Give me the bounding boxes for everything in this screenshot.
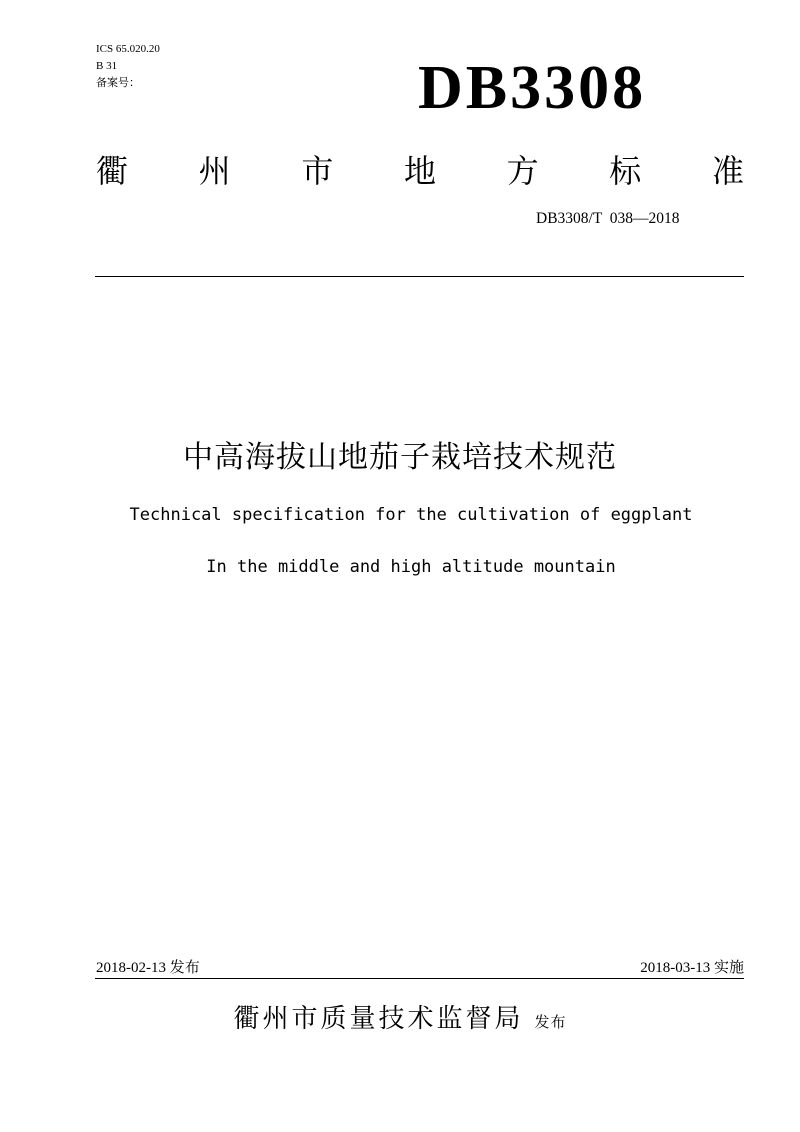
implement-date: [640, 957, 744, 978]
implement-date-label: 实施: [713, 958, 744, 976]
issuing-authority: [0, 1001, 800, 1040]
footer-divider: [95, 978, 744, 979]
standard-type-char: 方: [506, 152, 539, 190]
standard-type-title: [96, 150, 744, 192]
standard-type-char: 衢: [96, 152, 129, 190]
document-title-chinese: 中高海拔山地茄子栽培技术规范: [183, 440, 617, 475]
standard-code: DB3308: [418, 54, 647, 122]
publish-date: [96, 957, 200, 978]
publish-date-value: 2018-02-13: [96, 960, 166, 976]
document-title-english-line1: Technical specification for the cultivation of eggplant: [129, 505, 693, 525]
implement-date-value: 2018-03-13: [640, 960, 711, 976]
header-divider: [95, 276, 744, 277]
standard-type-char: 准: [711, 152, 744, 190]
standard-type-char: 州: [198, 152, 231, 190]
standard-type-char: 标: [609, 152, 642, 190]
standard-number: DB3308/T 038—2018: [536, 210, 680, 227]
standard-type-char: 地: [403, 152, 436, 190]
record-number-label: 备案号：: [96, 76, 140, 89]
ics-code: ICS 65.020.20: [96, 43, 160, 55]
classification-code: B 31: [96, 60, 118, 72]
standard-type-char: 市: [301, 152, 334, 190]
issuer-suffix: 发布: [534, 1013, 567, 1031]
publish-date-label: 发布: [169, 958, 200, 976]
issuer-name: 衢州市质量技术监督局: [233, 1004, 524, 1034]
document-title-english-line2: In the middle and high altitude mountain: [206, 557, 616, 577]
